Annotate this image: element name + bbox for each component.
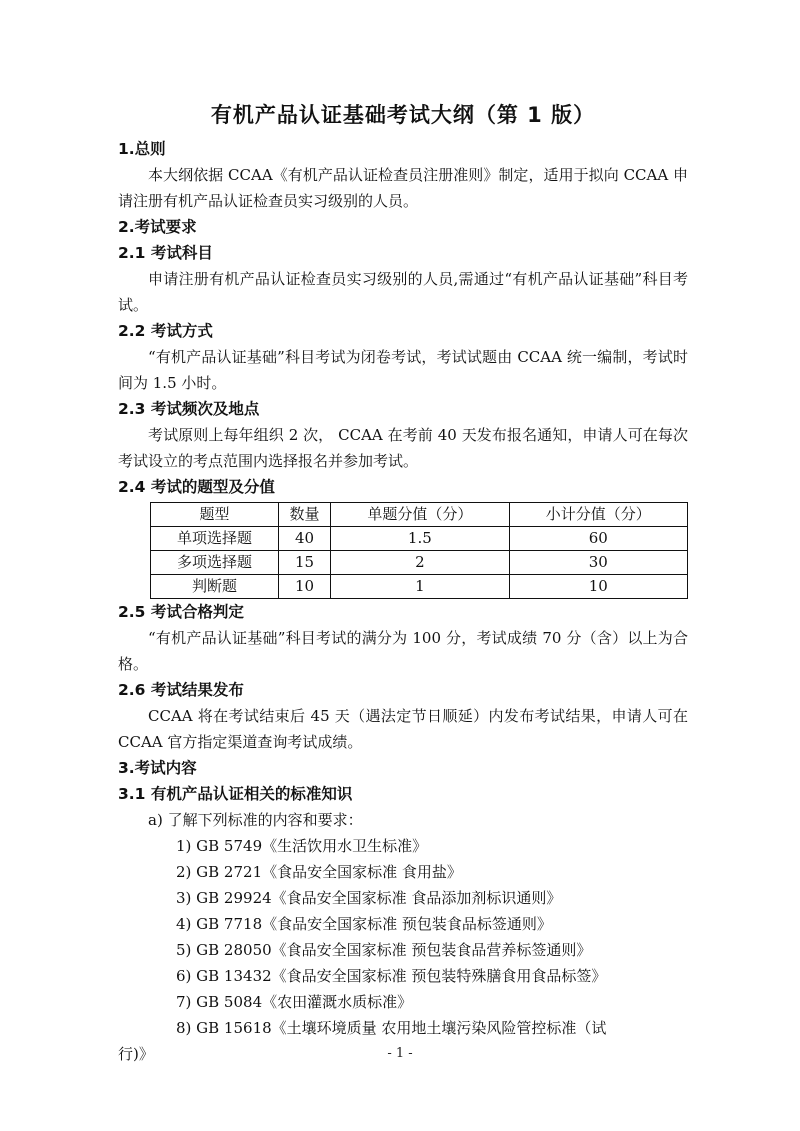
document-title: 有机产品认证基础考试大纲（第 1 版）	[210, 103, 596, 127]
table-header-cell: 题型	[151, 503, 279, 527]
table-cell: 判断题	[151, 575, 279, 599]
standard-list-item-continuation: 行)》	[118, 1045, 154, 1063]
table-cell: 1	[331, 575, 509, 599]
section-2-1-heading: 2.1 考试科目	[118, 244, 213, 262]
section-2-2-paragraph: “有机产品认证基础”科目考试为闭卷考试，考试试题由 CCAA 统一编制，考试时间为 1.5 小时。	[118, 348, 688, 392]
table-header-cell: 单题分值（分）	[331, 503, 509, 527]
document-page	[118, 100, 688, 1067]
table-cell: 40	[278, 527, 330, 551]
standard-list-item: 7) GB 5084《农田灌溉水质标准》	[176, 993, 413, 1011]
section-3-1-intro: a) 了解下列标准的内容和要求：	[148, 811, 363, 829]
section-2-6-heading: 2.6 考试结果发布	[118, 681, 244, 699]
table-header-cell: 小计分值（分）	[509, 503, 687, 527]
section-3-1-heading: 3.1 有机产品认证相关的标准知识	[118, 785, 353, 803]
standard-list-item: 4) GB 7718《食品安全国家标准 预包装食品标签通则》	[176, 915, 552, 933]
table-cell: 1.5	[331, 527, 509, 551]
section-2-5-paragraph: “有机产品认证基础”科目考试的满分为 100 分，考试成绩 70 分（含）以上为合格。	[118, 629, 688, 673]
table-cell: 多项选择题	[151, 551, 279, 575]
table-header-row	[151, 503, 688, 527]
table-row	[151, 551, 688, 575]
section-2-4-heading: 2.4 考试的题型及分值	[118, 478, 275, 496]
section-1-paragraph: 本大纲依据 CCAA《有机产品认证检查员注册准则》制定，适用于拟向 CCAA 申请注册有机产品认证检查员实习级别的人员。	[118, 166, 688, 210]
section-2-5-heading: 2.5 考试合格判定	[118, 603, 244, 621]
table-cell: 10	[509, 575, 687, 599]
page-number: - 1 -	[387, 1046, 413, 1061]
table-cell: 10	[278, 575, 330, 599]
table-cell: 单项选择题	[151, 527, 279, 551]
section-2-3-heading: 2.3 考试频次及地点	[118, 400, 260, 418]
table-cell: 15	[278, 551, 330, 575]
section-2-3-paragraph: 考试原则上每年组织 2 次， CCAA 在考前 40 天发布报名通知，申请人可在每次考试设立的考点范围内选择报名并参加考试。	[118, 426, 688, 470]
standard-list-item: 3) GB 29924《食品安全国家标准 食品添加剂标识通则》	[176, 889, 562, 907]
table-header-cell: 数量	[278, 503, 330, 527]
score-table	[150, 502, 688, 599]
table-cell: 2	[331, 551, 509, 575]
standard-list-item: 6) GB 13432《食品安全国家标准 预包装特殊膳食用食品标签》	[176, 967, 607, 985]
standard-list-item: 2) GB 2721《食品安全国家标准 食用盐》	[176, 863, 462, 881]
section-2-heading: 2.考试要求	[118, 218, 197, 236]
section-1-heading: 1.总则	[118, 140, 166, 158]
section-2-2-heading: 2.2 考试方式	[118, 322, 213, 340]
standard-list-item: 1) GB 5749《生活饮用水卫生标准》	[176, 837, 428, 855]
section-2-6-paragraph: CCAA 将在考试结束后 45 天（遇法定节日顺延）内发布考试结果，申请人可在 CCAA 官方指定渠道查询考试成绩。	[118, 707, 688, 751]
standard-list-item: 5) GB 28050《食品安全国家标准 预包装食品营养标签通则》	[176, 941, 592, 959]
table-row	[151, 575, 688, 599]
section-3-heading: 3.考试内容	[118, 759, 197, 777]
table-cell: 30	[509, 551, 687, 575]
table-cell: 60	[509, 527, 687, 551]
standard-list-item: 8) GB 15618《土壤环境质量 农用地土壤污染风险管控标准（试	[176, 1019, 607, 1037]
table-row	[151, 527, 688, 551]
section-2-1-paragraph: 申请注册有机产品认证检查员实习级别的人员,需通过“有机产品认证基础”科目考试。	[118, 270, 688, 314]
